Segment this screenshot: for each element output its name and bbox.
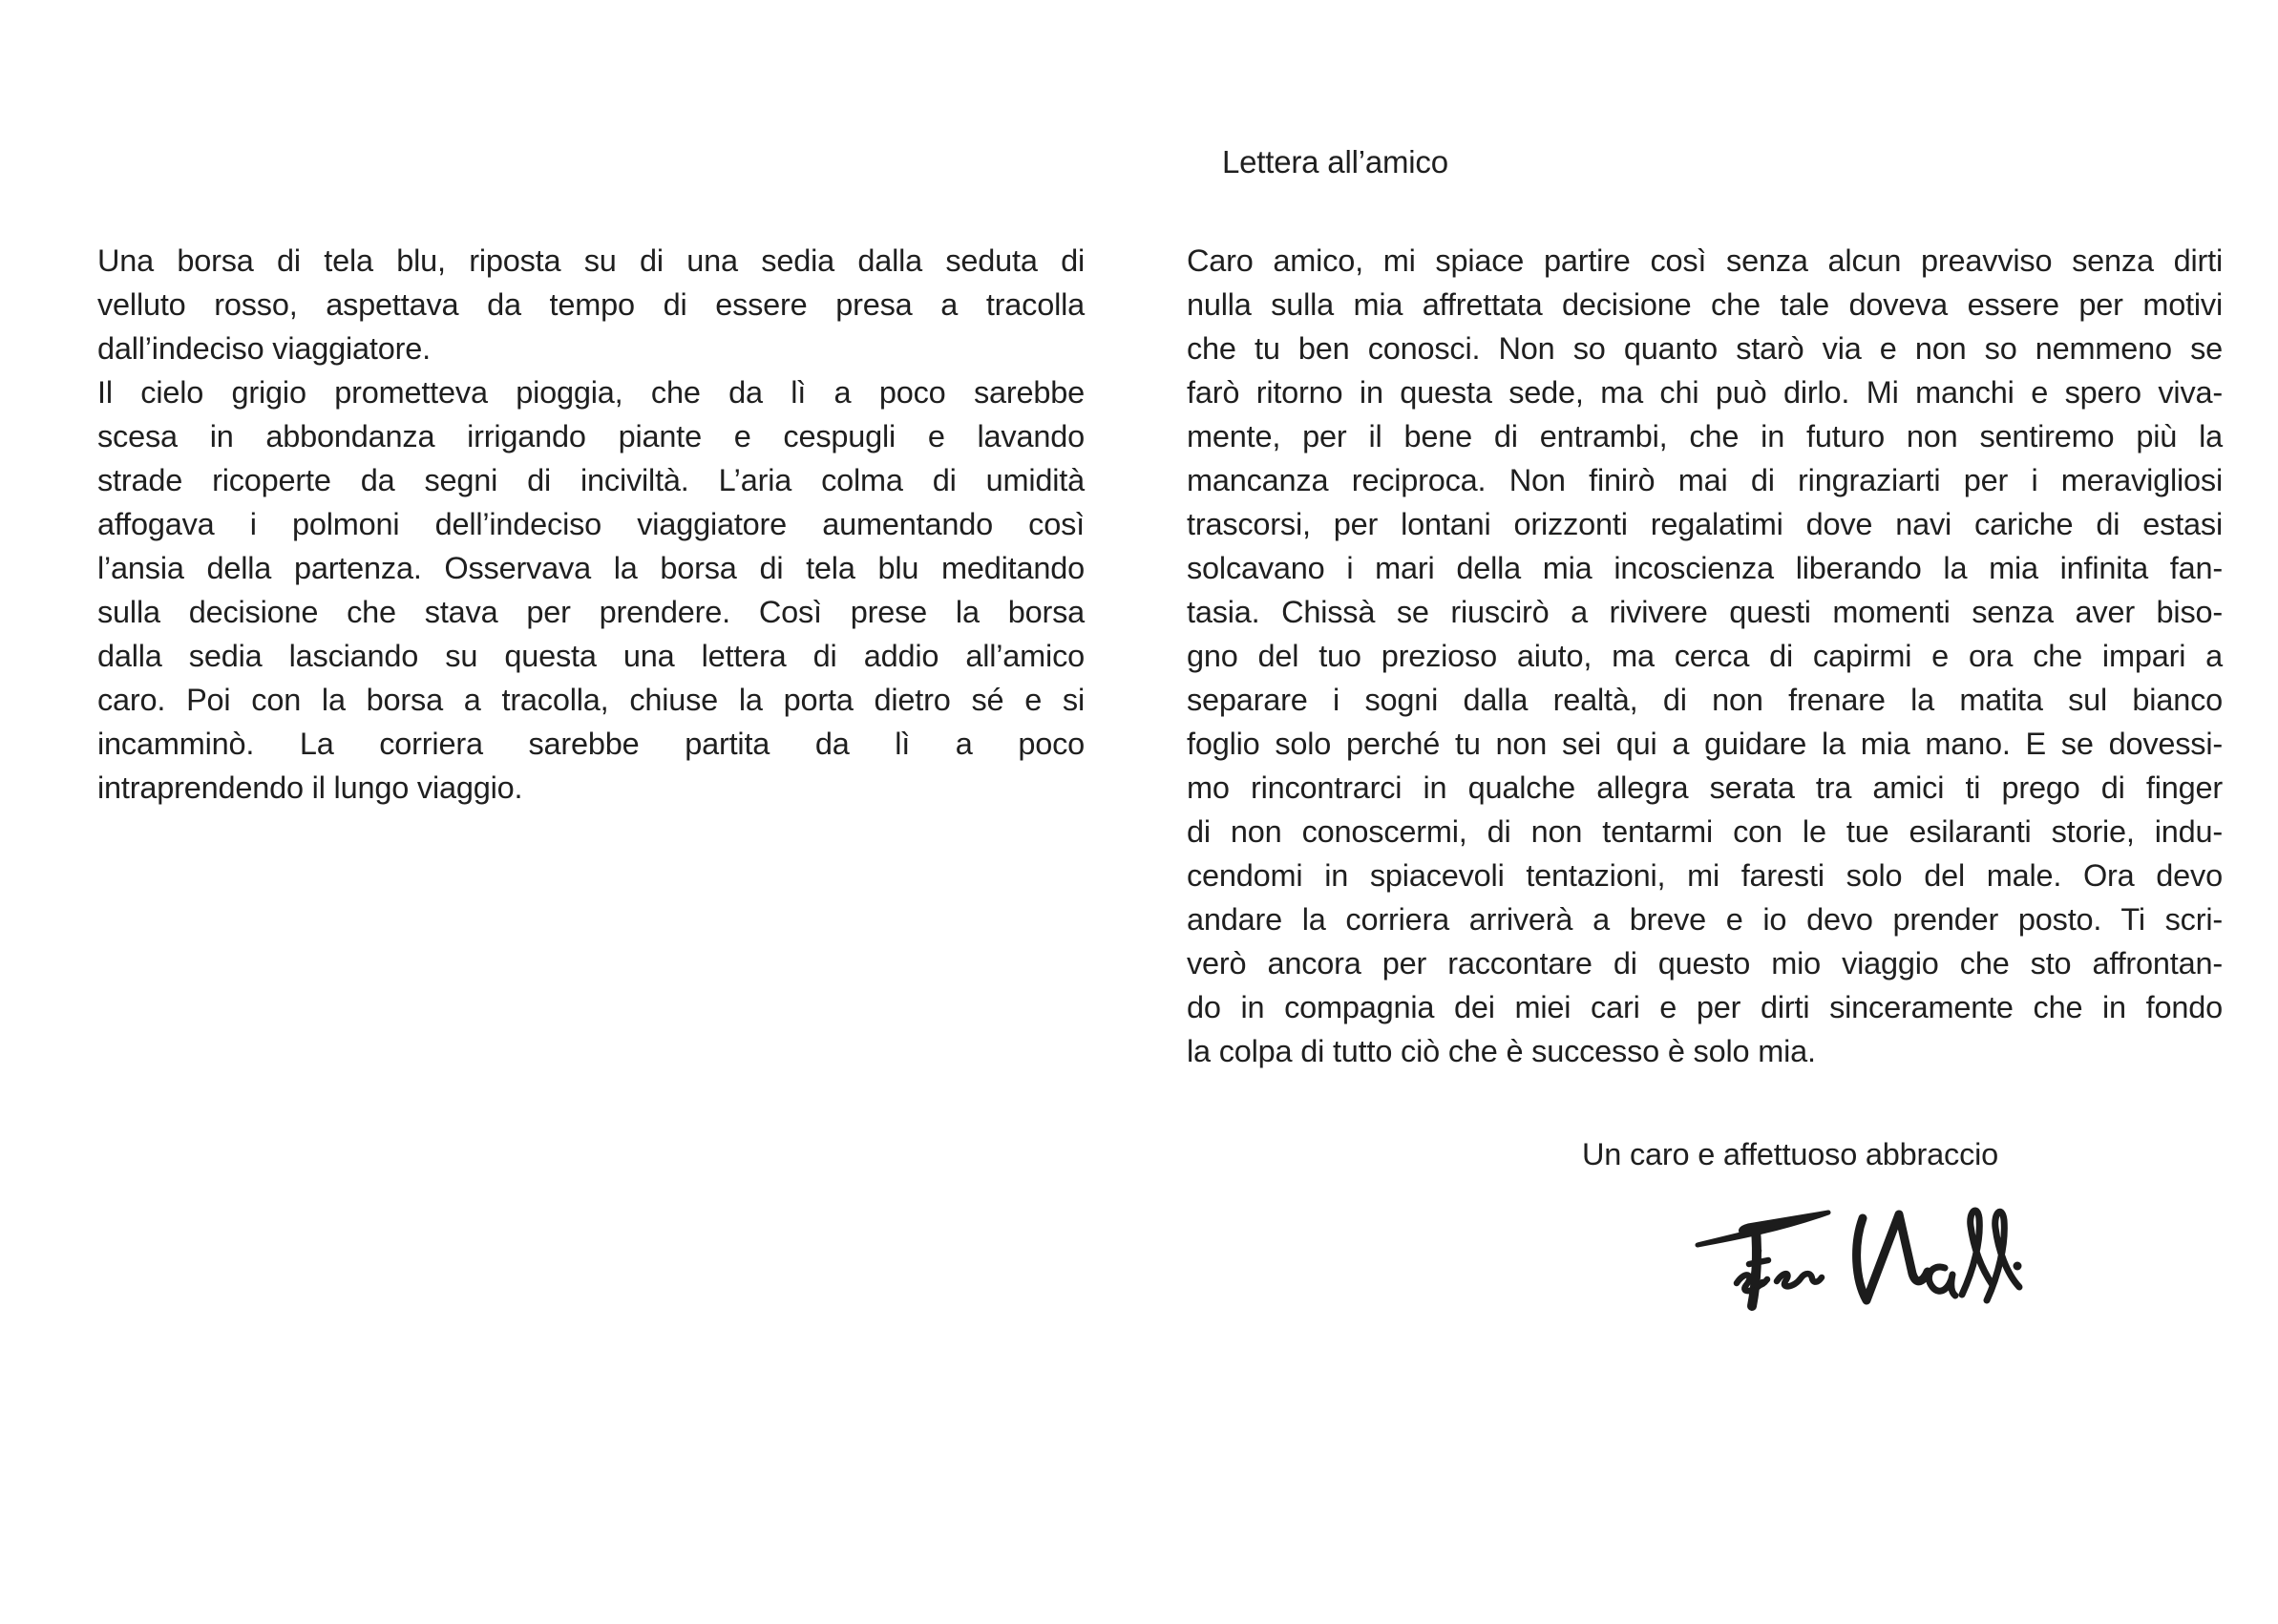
text-line: trascorsi, per lontani orizzonti regalatimi dove navi cariche di estasi: [1187, 507, 2223, 541]
text-line: strade ricoperte da segni di inciviltà. L’aria colma di umidità: [97, 463, 1085, 497]
letter-title: Lettera all’amico: [1222, 144, 1448, 179]
text-line: sulla decisione che stava per prendere. Così prese la borsa: [97, 595, 1085, 629]
text-line: affogava i polmoni dell’indeciso viaggiatore aumentando così: [97, 507, 1085, 541]
text-line: separare i sogni dalla realtà, di non frenare la matita sul bianco: [1187, 683, 2223, 717]
text-line: incamminò. La corriera sarebbe partita da lì a poco: [97, 727, 1085, 761]
text-line: do in compagnia dei miei cari e per dirti sinceramente che in fondo: [1187, 990, 2223, 1024]
text-line: intraprendendo il lungo viaggio.: [97, 770, 523, 805]
text-line: caro. Poi con la borsa a tracolla, chiuse la porta dietro sé e si: [97, 683, 1085, 717]
letter-body-text-block: [1187, 239, 2223, 1073]
text-line: dalla sedia lasciando su questa una lettera di addio all’amico: [97, 639, 1085, 673]
text-line: Il cielo grigio prometteva pioggia, che da lì a poco sarebbe: [97, 375, 1085, 410]
text-line: foglio solo perché tu non sei qui a guidare la mia mano. E se dovessi-: [1187, 727, 2223, 761]
text-line: che tu ben conosci. Non so quanto starò via e non so nemmeno se: [1187, 331, 2223, 366]
text-line: farò ritorno in questa sede, ma chi può dirlo. Mi manchi e spero viva-: [1187, 375, 2223, 410]
text-line: andare la corriera arriverà a breve e io devo prender posto. Ti scri-: [1187, 902, 2223, 937]
text-line: tasia. Chissà se riuscirò a rivivere questi momenti senza aver biso-: [1187, 595, 2223, 629]
text-line: solcavano i mari della mia incoscienza liberando la mia infinita fan-: [1187, 551, 2223, 585]
text-line: scesa in abbondanza irrigando piante e cespugli e lavando: [97, 419, 1085, 453]
text-line: velluto rosso, aspettava da tempo di essere presa a tracolla: [97, 287, 1085, 322]
signature: [1695, 1193, 2024, 1319]
text-line: mo rincontrarci in qualche allegra serata tra amici ti prego di finger: [1187, 770, 2223, 805]
text-line: verò ancora per raccontare di questo mio viaggio che sto affrontan-: [1187, 946, 2223, 981]
left-page-text-block: [97, 239, 1085, 810]
signature-handwriting-icon: [1695, 1193, 2024, 1319]
text-line: Caro amico, mi spiace partire così senza alcun preavviso senza dirti: [1187, 243, 2223, 278]
signature-dot: [2014, 1262, 2022, 1271]
text-line: di non conoscermi, di non tentarmi con le tue esilaranti storie, indu-: [1187, 814, 2223, 849]
text-line: nulla sulla mia affrettata decisione che tale doveva essere per motivi: [1187, 287, 2223, 322]
text-line: gno del tuo prezioso aiuto, ma cerca di capirmi e ora che impari a: [1187, 639, 2223, 673]
letter-closing: Un caro e affettuoso abbraccio: [1582, 1137, 1999, 1171]
text-line: cendomi in spiacevoli tentazioni, mi faresti solo del male. Ora devo: [1187, 858, 2223, 893]
text-line: l’ansia della partenza. Osservava la borsa di tela blu meditando: [97, 551, 1085, 585]
text-line: mente, per il bene di entrambi, che in futuro non sentiremo più la: [1187, 419, 2223, 453]
text-line: mancanza reciproca. Non finirò mai di ringraziarti per i meravigliosi: [1187, 463, 2223, 497]
text-line: la colpa di tutto ciò che è successo è solo mia.: [1187, 1034, 1816, 1068]
text-line: Una borsa di tela blu, riposta su di una sedia dalla seduta di: [97, 243, 1085, 278]
text-line: dall’indeciso viaggiatore.: [97, 331, 431, 366]
